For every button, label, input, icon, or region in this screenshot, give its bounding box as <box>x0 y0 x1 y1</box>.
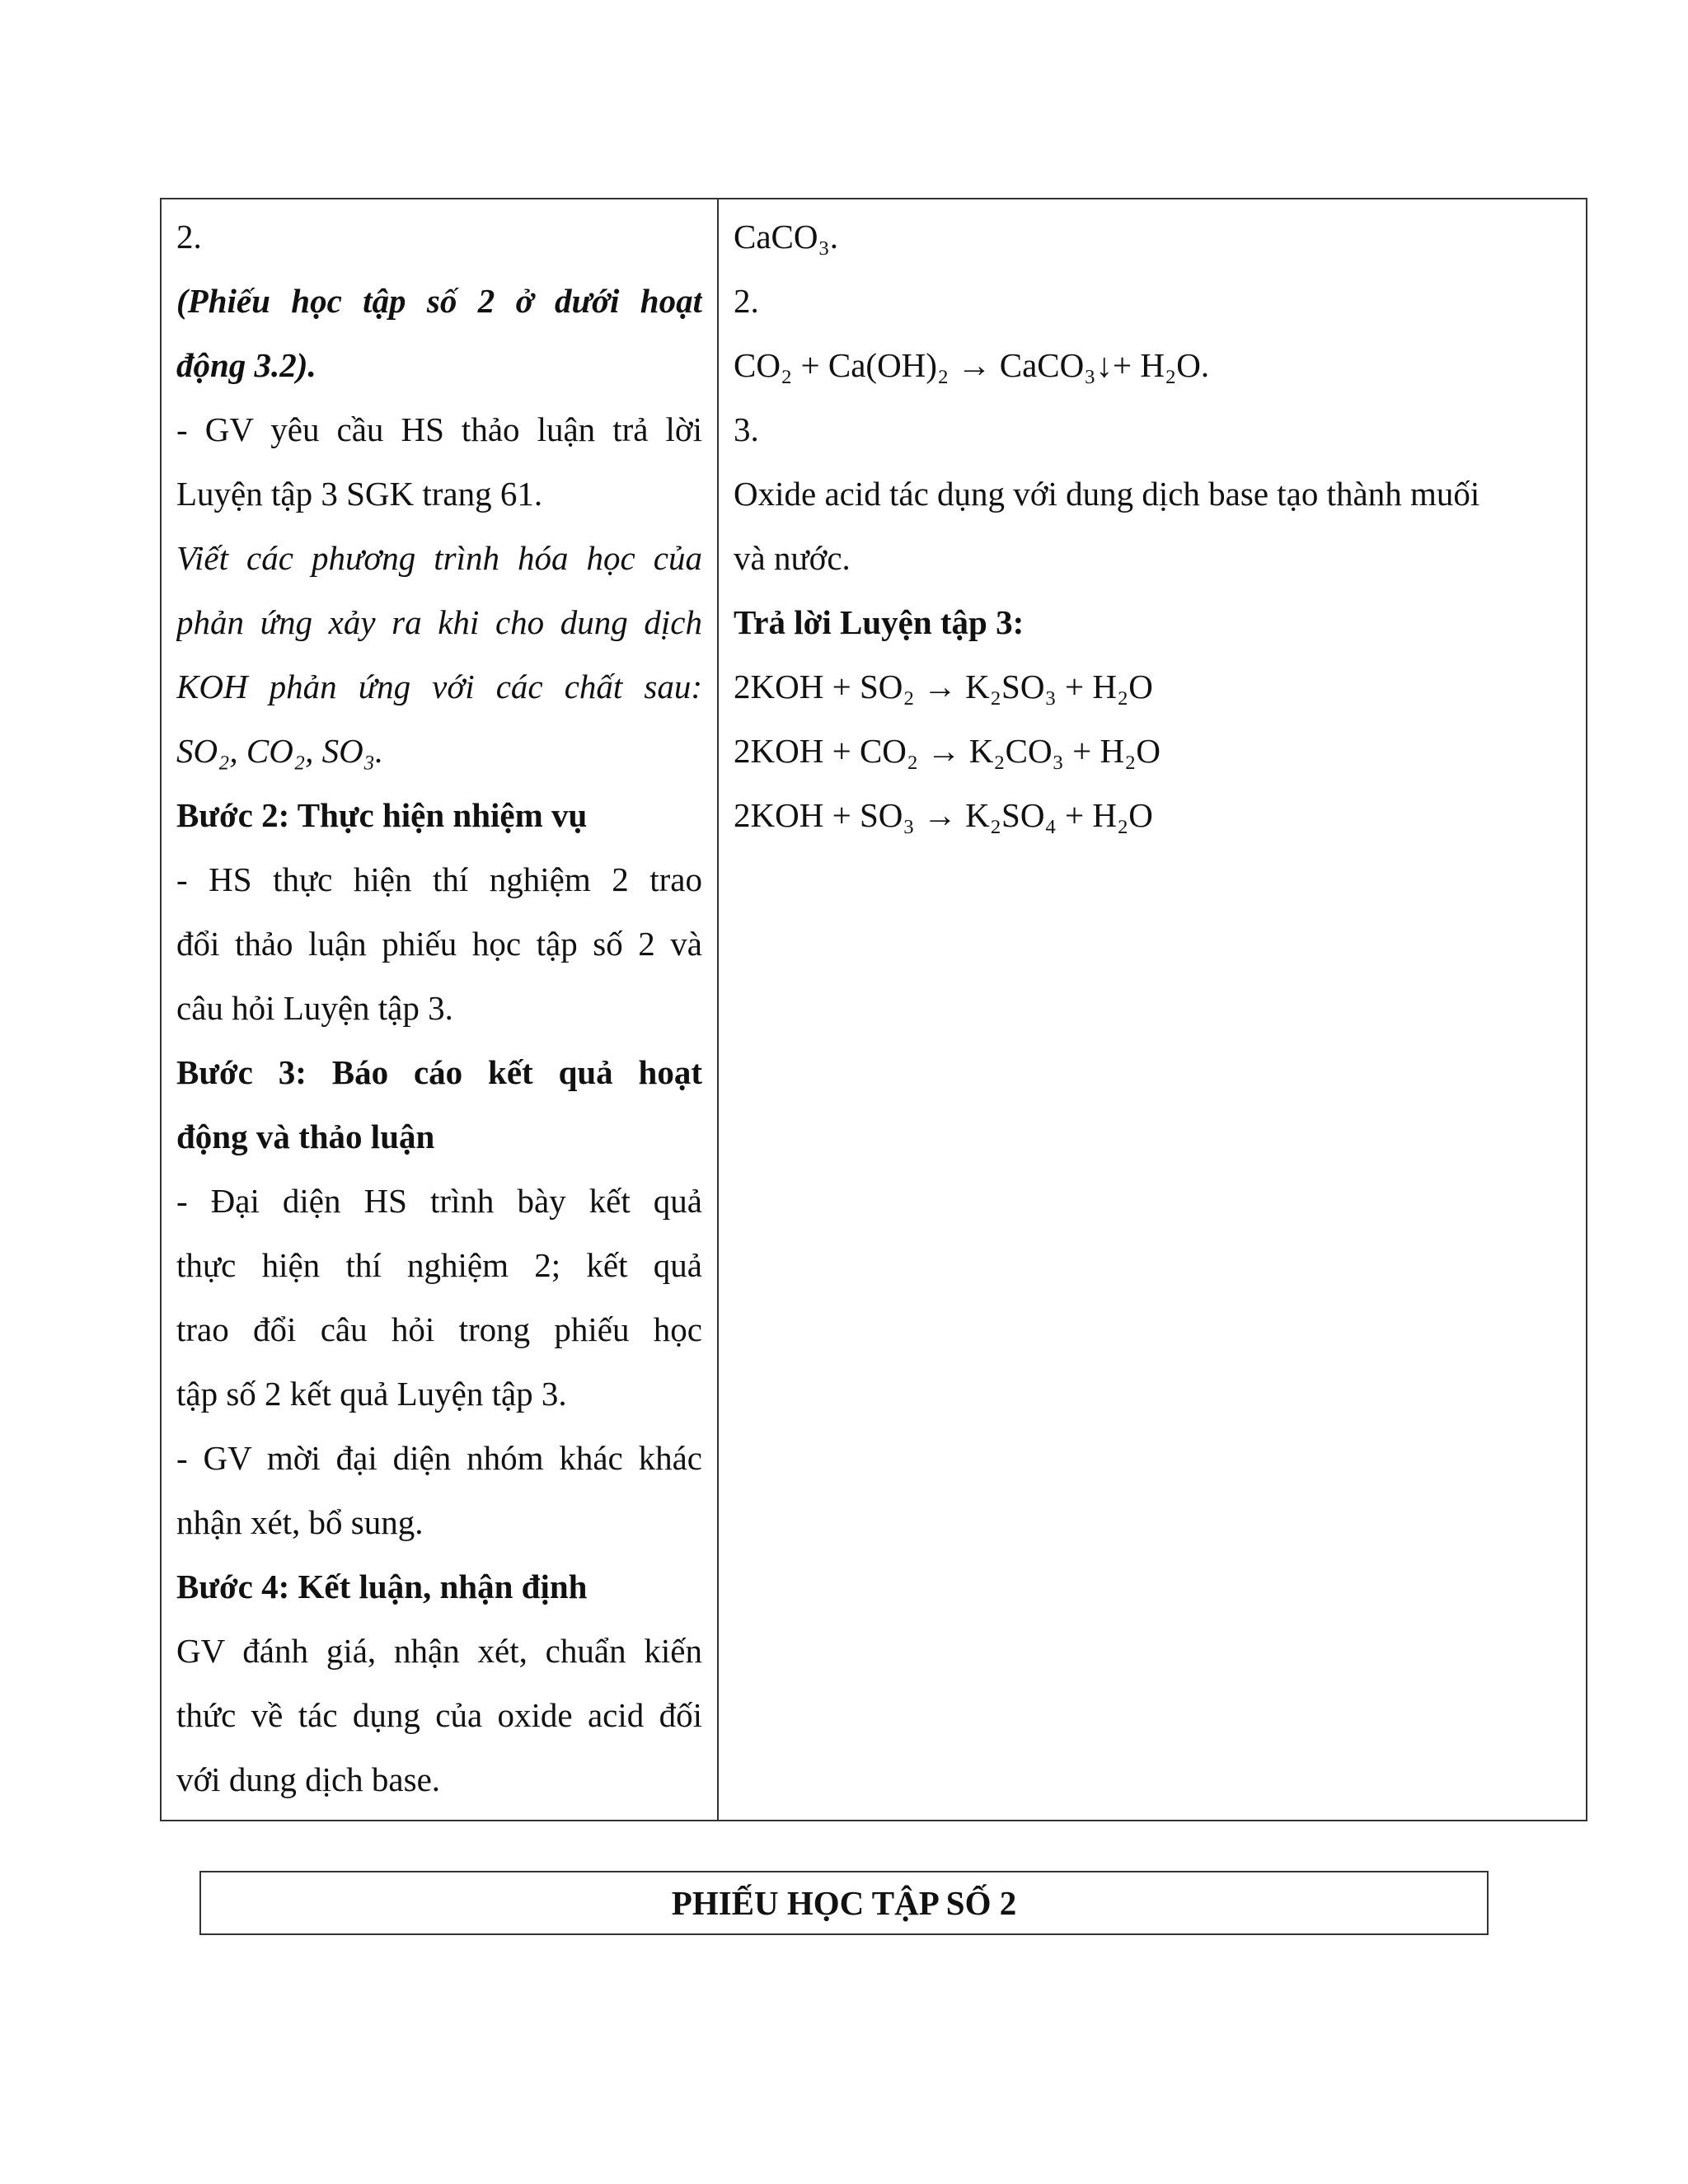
left-line: KOH phản ứng với các chất sau: <box>176 668 702 705</box>
step-heading: Bước 4: Kết luận, nhận định <box>176 1568 588 1605</box>
right-line: và nước. <box>734 539 851 577</box>
left-line: - Đại diện HS trình bày kết quả <box>176 1182 702 1220</box>
lesson-table <box>160 198 1587 1821</box>
table-row <box>161 199 1587 1821</box>
chemical-equation: 2KOH + CO₂ → K₂CO₃ + H₂O <box>734 732 1160 770</box>
left-line: nhận xét, bổ sung. <box>176 1503 424 1541</box>
right-line: CaCO₃. <box>734 218 839 255</box>
left-line: thức về tác dụng của oxide acid đối <box>176 1696 702 1734</box>
worksheet-title-box <box>199 1871 1489 1935</box>
left-line: - GV mời đại diện nhóm khác khác <box>176 1439 702 1477</box>
left-line: - HS thực hiện thí nghiệm 2 trao <box>176 860 702 898</box>
student-answer-cell <box>718 199 1587 1821</box>
left-line: thực hiện thí nghiệm 2; kết quả <box>176 1246 702 1284</box>
right-line: Oxide acid tác dụng với dung dịch base tạo thành muối <box>734 475 1480 513</box>
worksheet-title: PHIẾU HỌC TẬP SỐ 2 <box>671 1884 1017 1922</box>
left-line: (Phiếu học tập số 2 ở dưới hoạt <box>176 282 702 320</box>
step-heading: động và thảo luận <box>176 1118 435 1155</box>
left-line: - GV yêu cầu HS thảo luận trả lời <box>176 410 702 448</box>
left-line: Luyện tập 3 SGK trang 61. <box>176 475 543 513</box>
chemical-equation: 2KOH + SO₂ → K₂SO₃ + H₂O <box>734 668 1153 705</box>
chemical-equation: 2KOH + SO₃ → K₂SO₄ + H₂O <box>734 796 1153 834</box>
right-line: 3. <box>734 410 759 448</box>
left-line: động 3.2). <box>176 346 316 384</box>
teacher-activity-cell <box>161 199 718 1821</box>
left-line: đổi thảo luận phiếu học tập số 2 và <box>176 925 702 963</box>
left-line: SO₂, CO₂, SO₃. <box>176 732 384 770</box>
left-line: trao đổi câu hỏi trong phiếu học <box>176 1310 702 1348</box>
left-line: câu hỏi Luyện tập 3. <box>176 989 453 1027</box>
chemical-equation: CO₂ + Ca(OH)₂ → CaCO₃↓+ H₂O. <box>734 346 1210 384</box>
left-line: tập số 2 kết quả Luyện tập 3. <box>176 1375 567 1413</box>
left-line: Viết các phương trình hóa học của <box>176 539 702 577</box>
step-heading: Bước 2: Thực hiện nhiệm vụ <box>176 796 588 834</box>
left-line: với dung dịch base. <box>176 1760 441 1798</box>
left-line: GV đánh giá, nhận xét, chuẩn kiến <box>176 1632 702 1670</box>
left-line: 2. <box>176 218 202 255</box>
answer-heading: Trả lời Luyện tập 3: <box>734 603 1025 641</box>
right-line: 2. <box>734 282 759 320</box>
left-line: phản ứng xảy ra khi cho dung dịch <box>176 603 702 641</box>
step-heading: Bước 3: Báo cáo kết quả hoạt <box>176 1053 702 1091</box>
